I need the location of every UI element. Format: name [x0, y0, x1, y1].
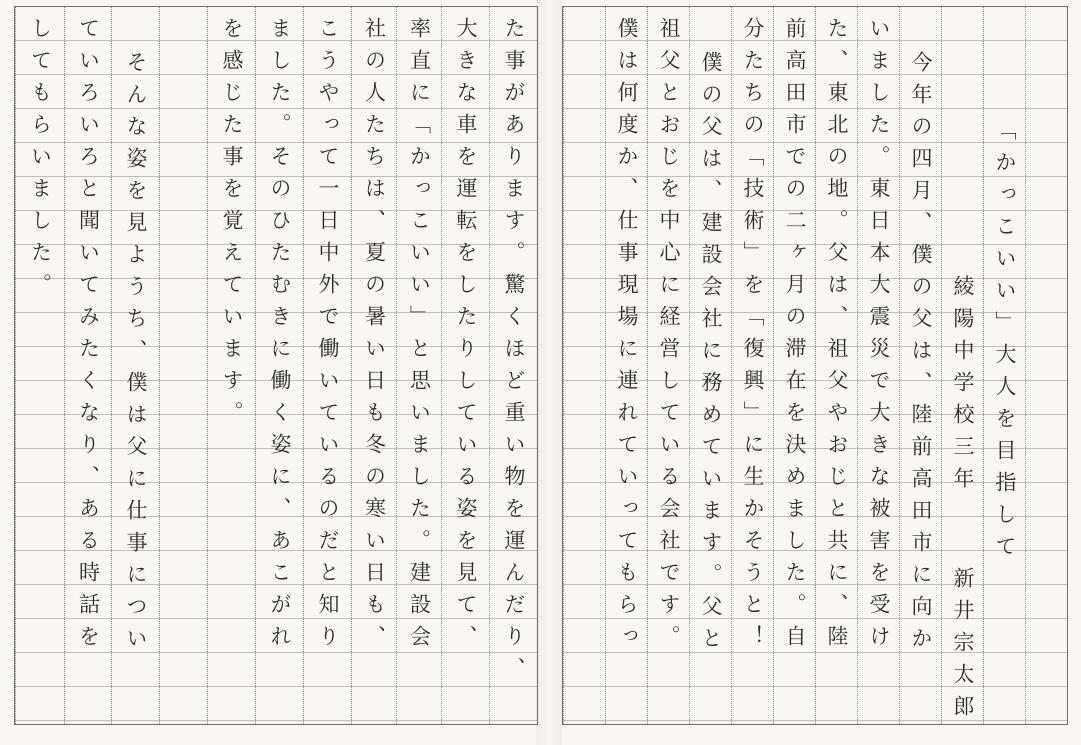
essay-line: 前高田市での二ヶ月の滞在を決めました。自 — [783, 17, 807, 657]
manuscript-column — [396, 7, 441, 724]
essay-line: 祖父とおじを中心に経営している会社です。 — [657, 17, 681, 657]
essay-line: こうやって一日中外で働いているのだと知り — [316, 17, 340, 657]
essay-line: いました。東日本大震災で大きな被害を受け — [867, 17, 891, 657]
essay-line: た事があります。驚くほど重い物を運んだり、 — [502, 17, 526, 689]
essay-line: 率直に「かっこいい」と思いました。建設会 — [407, 17, 432, 657]
page-fold — [536, 0, 562, 745]
left-page — [14, 6, 538, 725]
manuscript-column — [489, 7, 537, 724]
manuscript-column — [351, 7, 396, 724]
manuscript-column — [773, 7, 815, 724]
essay-line: 社の人たちは、夏の暑い日も冬の寒い日も、 — [362, 17, 387, 657]
manuscript-column-title — [983, 7, 1025, 724]
essay-line: 今年の四月、僕の父は、陸前高田市に向か — [909, 51, 933, 659]
manuscript-column — [441, 7, 489, 724]
essay-line: 大きな車を運転をしたりしている姿を見て、 — [454, 17, 478, 657]
manuscript-column — [689, 7, 731, 724]
essay-line: ていろいろと聞いてみたくなり、ある時話を — [76, 17, 101, 657]
manuscript-column — [64, 7, 111, 724]
manuscript-column-empty — [159, 7, 207, 724]
manuscript-column — [255, 7, 303, 724]
manuscript-column — [899, 7, 941, 724]
manuscript-column — [303, 7, 351, 724]
author-name: 新井宗太郎 — [951, 567, 975, 727]
essay-line: 僕の父は、建設会社に務めています。父と — [699, 51, 723, 659]
manuscript-column-empty — [1025, 7, 1067, 724]
manuscript-column — [815, 7, 857, 724]
essay-line: た、東北の地。父は、祖父やおじと共に、陸 — [825, 17, 849, 657]
manuscript-column-empty — [563, 7, 605, 724]
essay-line: してもらいました。 — [28, 17, 53, 305]
manuscript-column — [207, 7, 255, 724]
essay-line: を感じた事を覚えています。 — [220, 17, 244, 433]
school-name: 綾陽中学校三年 — [951, 275, 975, 499]
manuscript-column — [731, 7, 773, 724]
essay-line: 僕は何度か、仕事現場に連れていってもらっ — [615, 17, 639, 657]
essay-line: そんな姿を見ようち、僕は父に仕事につい — [124, 51, 148, 659]
manuscript-column-byline — [941, 7, 983, 727]
essay-line: ました。そのひたむきに働く姿に、あこがれ — [268, 17, 292, 657]
essay-title: 「かっこいい」大人を目指して — [993, 119, 1017, 567]
manuscript-column — [15, 7, 64, 724]
essay-line: 分たちの「技術」を「復興」に生かそうと！ — [741, 17, 765, 657]
manuscript-column — [857, 7, 899, 724]
right-page — [562, 6, 1068, 725]
manuscript-column — [647, 7, 689, 724]
manuscript-column — [111, 7, 159, 724]
manuscript-column — [605, 7, 647, 724]
